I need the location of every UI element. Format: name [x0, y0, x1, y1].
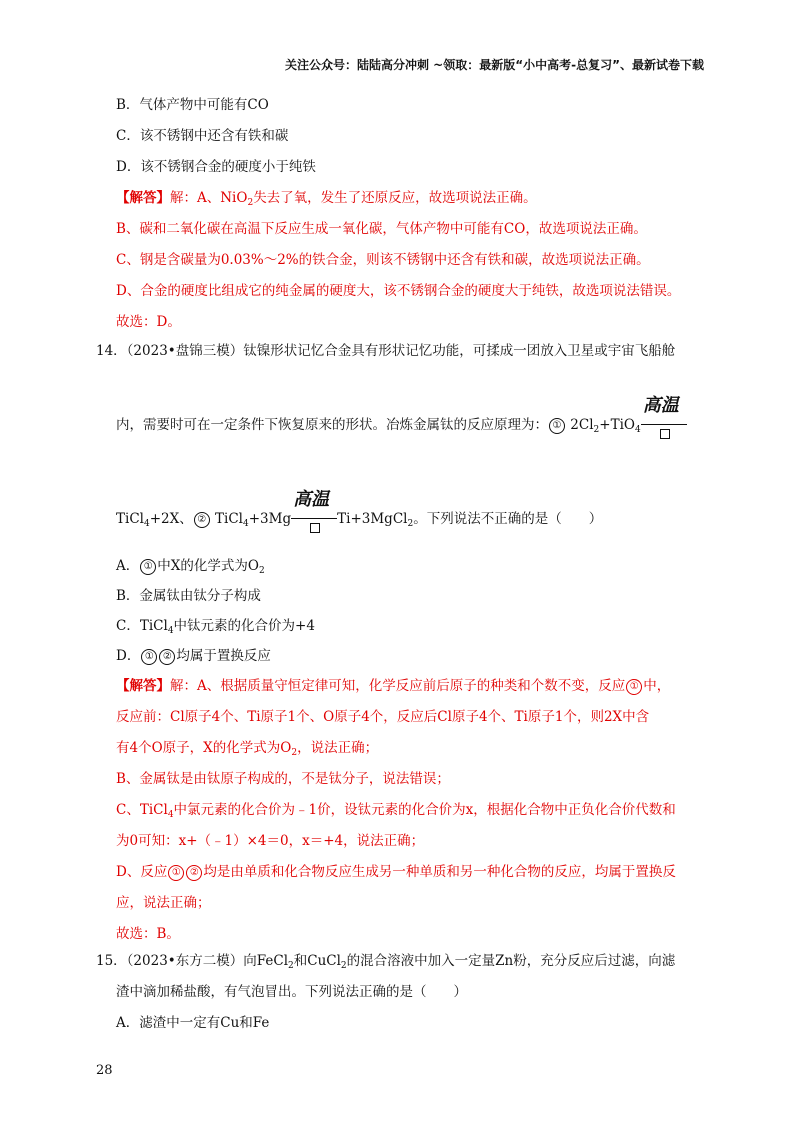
q14-option-d: D． ① ② 均属于置换反应 [116, 648, 271, 664]
q14-stem-line3: TiCl$_4$+2X、 ② TiCl$_4$+3Mg 高温 Ti+3MgCl$_2$。下列说法不正确的是（ ） [116, 505, 602, 533]
q14-answer-d-line2: 应，说法正确； [116, 895, 211, 911]
reaction-condition: 高温 [641, 411, 687, 429]
q14-answer-a-line2: 反应前：Cl原子4个、Ti原子1个、O原子4个，反应后Cl原子4个、Ti原子1个，则2X中含 [116, 709, 650, 725]
answer-tag: 【解答】 [116, 678, 170, 694]
reaction-condition: 高温 [291, 505, 337, 523]
q14-option-a: A． ① 中X的化学式为$O_2$ [116, 558, 265, 576]
q14-answer-final: 故选：B。 [116, 926, 180, 942]
circled-two: ② [194, 512, 210, 528]
q13-option-c: C．该不锈钢中还含有铁和碳 [116, 128, 289, 144]
placeholder-box-icon [660, 429, 670, 439]
q14-option-c: C．TiCl$_4$中钛元素的化合价为+4 [116, 618, 315, 636]
q14-answer-c-line1: C、TiCl$_4$中氯元素的化合价为﹣1价，设钛元素的化合价为x，根据化合物中正负化合价代数和 [116, 802, 676, 820]
q14-stem-line1: 14．（2023•盘锦三模）钛镍形状记忆合金具有形状记忆功能，可揉成一团放入卫星或宇宙飞船舱 [96, 343, 676, 359]
q14-stem-line2: 内，需要时可在一定条件下恢复原来的形状。冶炼金属钛的反应原理为： ① $2Cl_2+TiO_4$ 高温 [116, 411, 687, 439]
page-header: 关注公众号：陆陆高分冲刺 ~领取：最新版“小中高考-总复习”、最新试卷下载 [285, 58, 704, 72]
q14-answer-c-line2: 为0可知：x+（﹣1）×4＝0，x＝+4，说法正确； [116, 833, 425, 849]
q13-answer-b: B、碳和二氧化碳在高温下反应生成一氧化碳，气体产物中可能有CO，故选项说法正确。 [116, 221, 647, 237]
q13-answer-final: 故选：D。 [116, 314, 181, 330]
q15-stem-line1: 15．（2023•东方二模）向FeCl$_2$和CuCl$_2$的混合溶液中加入一定量Zn粉，充分反应后过滤，向滤 [96, 953, 676, 971]
q13-option-b: B．气体产物中可能有CO [116, 97, 269, 113]
q14-answer-d-line1: D、反应 ① ② 均是由单质和化合物反应生成另一种单质和另一种化合物的反应，均属于置换反 [116, 864, 676, 880]
q14-answer-a-line1: 【解答】解：A、根据质量守恒定律可知，化学反应前后原子的种类和个数不变，反应 ① 中， [116, 678, 671, 694]
q14-answer-b: B、金属钛是由钛原子构成的，不是钛分子，说法错误； [116, 771, 450, 787]
q14-answer-a-line3: 有4个O原子，X的化学式为$O_2$，说法正确； [116, 740, 379, 758]
circled-one: ① [549, 418, 565, 434]
q14-option-b: B．金属钛由钛分子构成 [116, 588, 261, 604]
q13-answer-d: D、合金的硬度比组成它的纯金属的硬度大，该不锈钢合金的硬度大于纯铁，故选项说法错误。 [116, 283, 681, 299]
placeholder-box-icon [310, 523, 320, 533]
q13-option-d: D．该不锈钢合金的硬度小于纯铁 [116, 159, 316, 175]
q13-answer-a: 【解答】解：A、NiO$_2$失去了氧，发生了还原反应，故选项说法正确。 [116, 190, 537, 208]
q13-answer-c: C、钢是含碳量为0.03%～2%的铁合金，则该不锈钢中还含有铁和碳，故选项说法正确。 [116, 252, 650, 268]
q15-stem-line2: 渣中滴加稀盐酸，有气泡冒出。下列说法正确的是（ ） [116, 984, 467, 1000]
answer-tag: 【解答】 [116, 190, 170, 206]
page-number: 28 [96, 1063, 113, 1078]
q15-option-a: A．滤渣中一定有Cu和Fe [116, 1015, 270, 1031]
